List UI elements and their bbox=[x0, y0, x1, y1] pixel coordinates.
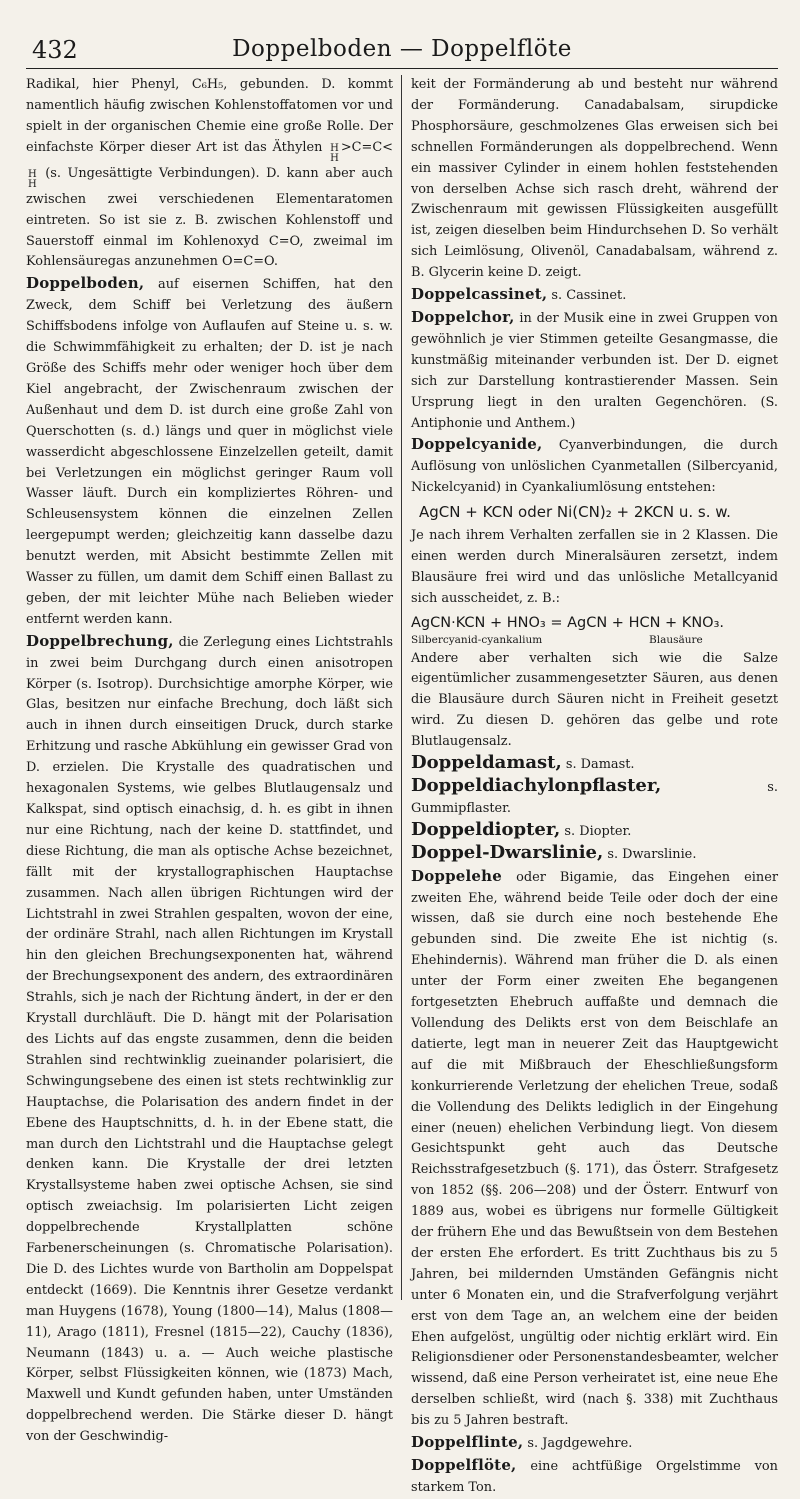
label-silbercyanid: Silbercyanid-cyankalium bbox=[411, 633, 543, 646]
entry-doppelbrechung: Doppelbrechung, die Zerlegung eines Lichtstrahls in zwei beim Durchgang durch einen anisotropen Körper (s. Isotrop). Durchsichtige amorphe Körper, wie Glas, besitzen nur einfache Brechung, doch läßt sich auch in ihnen durch einseitigen Druck, durch starke Erhitzung und rasche Abkühlung ein gewisser Grad von D. erzielen. Die Krystalle des quadratischen und hexagonalen Systems, wie gelbes Blutlaugensalz und Kalkspat, sind optisch einachsig, d. h. es gibt in ihnen nur eine Richtung, nach der keine D. stattfindet, und diese Richtung, die man als optische Achse bezeichnet, fällt mit der krystallographischen Hauptachse zusammen. Nach allen übrigen Richtungen wird der Lichtstrahl in zwei Strahlen gespalten, wovon der eine, der ordinäre Strahl, nach allen Richtungen im Krystall hin den gleichen Brechungsexponenten hat, während der Brechungsexponent des andern, des extraordinären Strahls, sich je nach der Richtung ändert, in der er den Krystall durchläuft. Die D. hängt mit der Polarisation des Lichts auf das engste zusammen, denn die beiden Strahlen sind rechtwinklig zueinander polarisiert, die Schwingungsebene des einen ist stets rechtwinklig zur Hauptachse, die Polarisation des andern findet in der Ebene des Hauptschnitts, d. h. in der Ebene statt, die man durch den Lichtstrahl und die Hauptachse gelegt denken kann. Die Krystalle der drei letzten Krystallsysteme haben zwei optische Achsen, sie sind optisch zweiachsig. Im polarisierten Licht zeigen doppelbrechende Krystallplatten schöne Farbenerscheinungen (s. Chromatische Polarisation). Die D. des Lichtes wurde von Bartholin am Doppelspat entdeckt (1669). Die Kenntnis ihrer Gesetze verdankt man Huygens (1678), Young (1800—14), Malus (1808—11), Arago (1811), Fresnel (1815—22), Cauchy (1836), Neumann (1843) u. a. — Auch weiche plastische Körper, selbst Flüssigkeiten können, wie (1873) Mach, Maxwell und Kundt gefunden haben, unter Umständen doppelbrechend werden. Die Stärke dieser D. hängt von der Geschwindig- bbox=[26, 631, 393, 1445]
headword: Doppelcassinet, bbox=[411, 285, 548, 304]
entry-continuation: Radikal, hier Phenyl, C₆H₅, gebunden. D. kommt namentlich häufig zwischen Kohlenstoffatomen vor und spielt in der organischen Chemie eine große Rolle. Der einfachste Körper dieser Art ist das Äthylen H H >C=C< H H (s. Ungesättigte Verbindungen). D. kann aber auch zwischen zwei verschiedenen Elementaratomen eintreten. So ist sie z. B. zwischen Kohlenstoff und Sauerstoff einmal im Kohlenoxyd C=O, zweimal im Kohlensäuregas anzunehmen O=C=O. bbox=[26, 77, 393, 270]
entry-text: Je nach ihrem Verhalten zerfallen sie in 2 Klassen. Die einen werden durch Mineralsäuren zersetzt, indem Blausäure frei wird und das unlösliche Metallcyanid sich ausscheidet, z. B.: bbox=[411, 528, 778, 606]
headword: Doppeldiachylonpflaster, bbox=[411, 775, 662, 796]
headword: Doppelcyanide, bbox=[411, 435, 543, 454]
page-header bbox=[26, 34, 778, 69]
entry-doppel-dwarslinie: Doppel-Dwarslinie, s. Dwarslinie. bbox=[411, 841, 697, 863]
headword: Doppelehe bbox=[411, 866, 503, 885]
page-number: 432 bbox=[32, 36, 78, 64]
headword: Doppelbrechung, bbox=[26, 631, 174, 650]
entry-doppelboden: Doppelboden, auf eisernen Schiffen, hat den Zweck, dem Schiff bei Verletzung des äußern Schiffsbodens infolge von Auflaufen auf Steine u. s. w. die Schwimmfähigkeit zu erhalten; der D. ist je nach Größe des Schiffs mehr oder weniger hoch über dem Kiel angebracht, der Zwischenraum zwischen der Außenhaut und dem D. ist durch eine große Zahl von Querschotten (s. d.) längs und quer in möglichst viele wasserdicht abgeschlossene Einzelzellen geteilt, damit bei Verletzungen ein möglichst geringer Raum voll Wasser läuft. Durch ein kompliziertes Röhren- und Schleusensystem können die einzelnen Zellen leergepumpt werden; gleichzeitig kann dasselbe dazu benutzt werden, mit Absicht bestimmte Zellen mit Wasser zu füllen, um damit dem Schiff einen Ballast zu geben, der mit leichter Mühe nach Belieben wieder entfernt werden kann. bbox=[26, 274, 393, 627]
headword: Doppelboden, bbox=[26, 274, 145, 293]
right-column bbox=[402, 75, 778, 1495]
headword: Doppeldiopter, bbox=[411, 818, 561, 840]
entry-text: Andere aber verhalten sich wie die Salze eigentümlicher zusammengesetzter Säuren, aus denen die Blausäure durch Säuren nicht in Freiheit gesetzt wird. Zu diesen D. gehören das gelbe und rote Blutlaugensalz. bbox=[411, 650, 778, 750]
headword: Doppelchor, bbox=[411, 307, 515, 326]
headword: Doppel-Dwarslinie, bbox=[411, 841, 604, 863]
entry-continuation: keit der Formänderung ab und besteht nur während der Formänderung. Canadabalsam, sirupdicke Phosphorsäure, geschmolzenes Glas erweisen sich bei schnellen Formänderungen als doppelbrechend. Wenn ein massiver Cylinder in einem hohlen feststehenden von derselben Achse sich rasch dreht, während der Zwischenraum mit gewissen Flüssigkeiten ausgefüllt ist, zeigen dieselben beim Hindurchsehen D. So verhält sich Leimlösung, Olivenöl, Canadabalsam, während z. B. Glycerin keine D. zeigt. bbox=[411, 77, 778, 281]
entry-doppelehe: Doppelehe oder Bigamie, das Eingehen einer zweiten Ehe, während beide Teile oder doch der eine wissen, daß sie durch eine noch bestehende Ehe gebunden sind. Die zweite Ehe ist nichtig (s. Ehehindernis). Während man früher die D. als einen unter der Form einer zweiten Ehe begangenen fortgesetzten Ehebruch auffaßte und demnach die Vollendung des Delikts erst von dem Beischlafe an datierte, legt man in neuerer Zeit das Hauptgewicht auf die mit Mißbrauch der Eheschließungsform konkurrierende Verletzung der ehelichen Treue, sodaß die Vollendung des Delikts lediglich in der Eingehung einer (neuen) ehelichen Verbindung liegt. Von diesem Gesichtspunkt geht auch das Deutsche Reichsstrafgesetzbuch (§. 171), das Österr. Strafgesetz von 1852 (§§. 206—208) und der Österr. Entwurf von 1889 aus, wobei es übrigens nur formelle Gültigkeit der frühern Ehe und das Bewußtsein von dem Bestehen der ersten Ehe erfordert. Es tritt Zuchthaus bis zu 5 Jahren, bei mildernden Umständen Gefängnis nicht unter 6 Monaten ein, und die Strafverfolgung verjährt erst von dem Tage an, an welchem eine der beiden Ehen aufgelöst, ungültig oder nichtig erklärt wird. Ein Religionsdiener oder Personenstandesbeamter, welcher wissend, daß eine Person verheiratet ist, eine neue Ehe derselben schließt, wird (nach §. 338) mit Zuchthaus bis zu 5 Jahren bestraft. bbox=[411, 866, 778, 1429]
athylen-formula: Äthylen H H >C=C< H H bbox=[28, 139, 393, 190]
entry-doppeldiachylonpflaster: Doppeldiachylonpflaster, s. Gummipflaster. bbox=[411, 775, 778, 816]
headword: Doppeldamast, bbox=[411, 752, 562, 774]
running-head: Doppelboden — Doppelflöte bbox=[232, 36, 572, 62]
entry-doppeldamast: Doppeldamast, s. Damast. bbox=[411, 752, 635, 774]
entry-doppelcyanide: Doppelcyanide, Cyanverbindungen, die durch Auflösung von unlöslichen Cyanmetallen (Silbercyanid, Nickelcyanid) in Cyankaliumlösung entstehen: bbox=[411, 435, 778, 496]
text-columns bbox=[26, 75, 778, 1495]
chemical-formula: AgCN + KCN oder Ni(CN)₂ + 2KCN u. s. w. bbox=[419, 503, 731, 522]
entry-doppelflinte: Doppelflinte, s. Jagdgewehre. bbox=[411, 1433, 633, 1452]
headword: Doppelflinte, bbox=[411, 1433, 524, 1452]
entry-doppeldiopter: Doppeldiopter, s. Diopter. bbox=[411, 818, 632, 840]
equation-labels bbox=[411, 634, 778, 646]
chemical-equation: AgCN·KCN + HNO₃ = AgCN + HCN + KNO₃. bbox=[411, 614, 724, 631]
entry-doppelcassinet: Doppelcassinet, s. Cassinet. bbox=[411, 285, 627, 304]
left-column bbox=[26, 75, 402, 1445]
label-blausaure: Blausäure bbox=[649, 633, 703, 646]
entry-doppelchor: Doppelchor, in der Musik eine in zwei Gruppen von gewöhnlich je vier Stimmen geteilte Gesangmasse, die kunstmäßig miteinander verbunden ist. Der D. eignet sich zur Darstellung kontrastierender Massen. Sein Ursprung liegt in den uralten Gegenchören. (S. Antiphonie und Anthem.) bbox=[411, 307, 778, 431]
headword: Doppelflöte, bbox=[411, 1456, 517, 1474]
entry-doppelflote: Doppelflöte, eine achtfüßige Orgelstimme von starkem Ton. bbox=[411, 1456, 778, 1495]
